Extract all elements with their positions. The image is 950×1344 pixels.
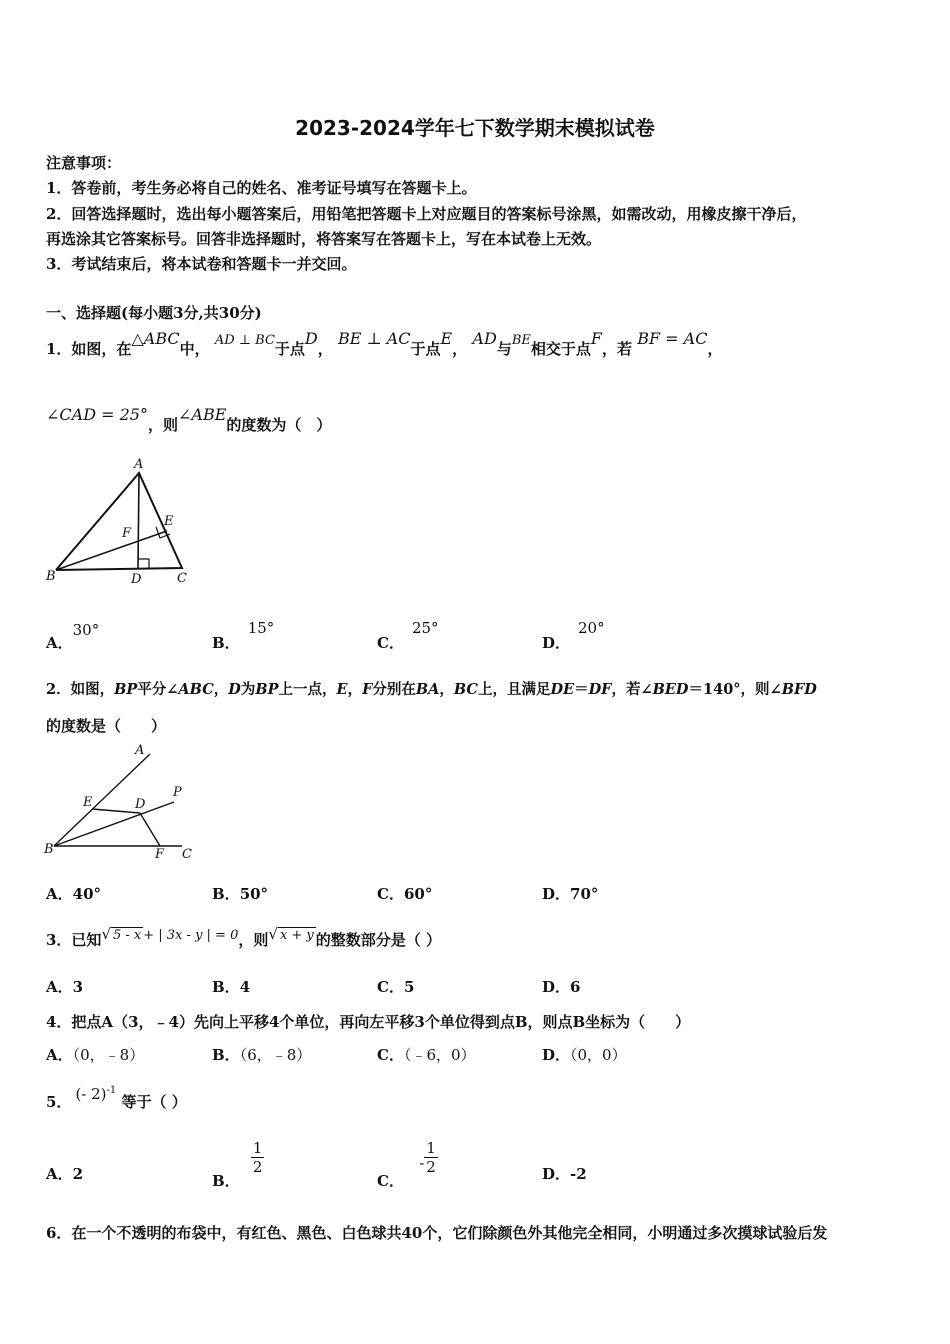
q5-option-b[interactable] — [212, 1139, 264, 1190]
q1-math: AD — [472, 329, 497, 348]
q5-base: (- 2) — [75, 1085, 107, 1103]
fig1-label-d: D — [131, 572, 142, 587]
q2-option-c[interactable] — [377, 883, 432, 904]
q2-option-b[interactable] — [212, 883, 268, 904]
q2-math: DE — [550, 681, 575, 698]
option-label: D． — [542, 634, 571, 652]
option-label: A． — [46, 885, 73, 903]
q1-math: F — [590, 329, 602, 348]
q2-math: E — [336, 681, 348, 698]
fraction-denominator: 2 — [426, 1158, 436, 1176]
q5-option-d[interactable] — [542, 1163, 587, 1184]
q2-text: 为 — [240, 681, 256, 698]
option-value: 15° — [247, 619, 275, 637]
option-label: B． — [212, 885, 240, 903]
q2-math: BED — [652, 681, 689, 698]
q1-option-d[interactable] — [542, 619, 605, 653]
q3-text: 3．已知 — [46, 931, 102, 949]
fig1-label-e: E — [164, 514, 174, 529]
option-label: B． — [212, 1171, 240, 1190]
q1-option-c[interactable] — [377, 619, 439, 653]
q2-text: ＝ — [574, 681, 589, 698]
note-item: 2．回答选择题时，选出每小题答案后，用铅笔把答题卡上对应题目的答案标号涂黑，如需改动，用橡皮擦干净后， — [46, 205, 807, 223]
fig1-label-c: C — [177, 571, 187, 586]
q1-math: △ABC — [131, 329, 180, 348]
q2-text: ， — [347, 681, 363, 698]
option-label: D． — [542, 885, 571, 903]
fig2-label-b: B — [44, 842, 54, 857]
fraction-numerator: 1 — [252, 1139, 263, 1157]
fig2-label-e: E — [83, 795, 93, 810]
question-1-line-2 — [46, 405, 332, 435]
q2-text: 平分∠ — [137, 681, 179, 698]
q2-math: F — [362, 681, 373, 698]
q2-text: ， — [213, 681, 229, 698]
fig2-label-p: P — [173, 785, 182, 800]
q4-option-b[interactable] — [212, 1044, 311, 1065]
q3-option-d[interactable] — [542, 976, 580, 997]
option-label: D． — [542, 978, 571, 996]
q2-math: BP — [255, 681, 279, 698]
option-value: （﹣6，0） — [403, 1046, 476, 1064]
option-label: C． — [377, 978, 404, 996]
fig2-label-d: D — [135, 797, 146, 812]
q2-math: BFD — [781, 681, 817, 698]
option-value: 20° — [578, 619, 605, 637]
q3-sqrt: √ x + y — [268, 925, 314, 943]
option-label: C． — [377, 634, 404, 652]
q1-text: 于点 — [274, 340, 305, 358]
notes-heading: 注意事项： — [46, 154, 122, 172]
option-value: 6 — [570, 978, 581, 996]
q3-text: ，则 — [238, 931, 269, 949]
q4-option-a[interactable] — [46, 1044, 144, 1065]
fig1-label-b: B — [46, 569, 56, 584]
q1-option-b[interactable] — [212, 619, 275, 653]
q2-text: 分别在 — [372, 681, 416, 698]
option-label: C． — [377, 885, 404, 903]
option-value: （6，﹣8） — [239, 1046, 312, 1064]
q2-option-a[interactable] — [46, 883, 101, 904]
fig2-label-f: F — [155, 847, 165, 862]
q4-option-c[interactable] — [377, 1044, 476, 1065]
q1-math: BF = AC — [637, 329, 708, 348]
q5-option-c-fraction — [424, 1139, 438, 1176]
option-label: B． — [212, 634, 240, 652]
note-item: 再选涂其它答案标号。回答非选择题时，将答案写在答题卡上，写在本试卷上无效。 — [46, 230, 602, 248]
option-value: 2 — [72, 1165, 84, 1183]
option-value: 50° — [239, 885, 269, 903]
option-value: 70° — [570, 885, 599, 903]
option-value: 30° — [72, 621, 100, 639]
q3-radicand: x + y — [279, 928, 314, 943]
question-5 — [46, 1085, 187, 1112]
q1-math: ∠CAD = 25° — [46, 405, 148, 424]
fig1-label-f: F — [122, 526, 132, 541]
q1-text: 1．如图，在 — [46, 340, 132, 358]
q4-option-d[interactable] — [542, 1044, 627, 1065]
q2-angle-figure — [42, 742, 202, 864]
option-value: （0，﹣8） — [72, 1046, 145, 1064]
q5-text: 5． — [46, 1093, 72, 1111]
q2-math: BP — [114, 681, 138, 698]
q1-text: ，若 — [601, 340, 632, 358]
q1-math: AD ⊥ BC — [214, 333, 275, 348]
q5-exponent: -1 — [106, 1085, 117, 1096]
q3-option-a[interactable] — [46, 976, 83, 997]
q2-math: DF — [588, 681, 612, 698]
q3-text: 的整数部分是（ ） — [315, 931, 442, 949]
note-item: 1．答卷前，考生务必将自己的姓名、准考证号填写在答题卡上。 — [46, 179, 477, 197]
q1-math: ∠ABE — [177, 405, 227, 424]
q1-text: 中， — [179, 340, 210, 358]
option-value: 60° — [403, 885, 433, 903]
option-value: 40° — [72, 885, 102, 903]
q5-option-c[interactable] — [377, 1139, 438, 1190]
q5-expression — [75, 1085, 116, 1103]
q2-math: BC — [453, 681, 478, 698]
question-3 — [46, 925, 442, 950]
option-label: D． — [542, 1046, 571, 1064]
q1-triangle-figure — [42, 452, 202, 592]
q1-option-a[interactable] — [46, 621, 100, 653]
exam-title: 2023-2024学年七下数学期末模拟试卷 — [295, 116, 655, 140]
option-value: 5 — [403, 978, 415, 996]
q1-text: ， — [317, 340, 333, 358]
q3-math: + | 3x - y | = 0 — [143, 928, 239, 943]
option-label: A． — [46, 1046, 73, 1064]
q1-math: D — [304, 329, 318, 348]
q1-text: 相交于点 — [530, 340, 591, 358]
q2-text: 2．如图， — [46, 681, 115, 698]
option-value: 3 — [72, 978, 84, 996]
q1-text: 于点 — [410, 340, 441, 358]
q2-math: BA — [415, 681, 440, 698]
option-label: D． — [542, 1165, 571, 1183]
q1-text: ， — [707, 340, 723, 358]
q2-text: ＝140°，则∠ — [688, 681, 782, 698]
fig2-label-c: C — [182, 847, 192, 862]
q2-math: ABC — [178, 681, 214, 698]
q1-text: ，则 — [147, 416, 178, 434]
question-2-line-2: 的度数是（ ） — [46, 717, 167, 735]
option-label: A． — [46, 1165, 73, 1183]
note-item: 3．考试结束后，将本试卷和答题卡一并交回。 — [46, 255, 357, 273]
q2-text: 上一点， — [278, 681, 337, 698]
question-4: 4．把点A（3，﹣4）先向上平移4个单位，再向左平移3个单位得到点B，则点B坐标为（ ） — [46, 1013, 691, 1031]
option-label: B． — [212, 1046, 240, 1064]
q5-text: 等于（ ） — [121, 1093, 187, 1111]
q5-option-a[interactable] — [46, 1163, 83, 1184]
fraction-numerator: 1 — [426, 1139, 436, 1157]
q1-text: 的度数为（ ） — [226, 416, 332, 434]
q2-text: ， — [439, 681, 454, 698]
option-value: （0，0） — [570, 1046, 627, 1064]
q1-math: BE ⊥ AC — [338, 329, 411, 348]
q1-math: E — [440, 329, 453, 348]
option-value: 4 — [239, 978, 251, 996]
question-6: 6．在一个不透明的布袋中，有红色、黑色、白色球共40个，它们除颜色外其他完全相同，小明通过多次摸球试验后发 — [46, 1224, 828, 1242]
q3-radicand: 5 - x — [113, 928, 142, 943]
q2-text: ，若∠ — [611, 681, 653, 698]
q2-math: D — [228, 681, 241, 698]
q2-text: 上，且满足 — [477, 681, 551, 698]
option-value: -2 — [570, 1165, 587, 1183]
q1-text: ， — [452, 340, 468, 358]
q3-option-b[interactable] — [212, 976, 250, 997]
option-value: 25° — [411, 619, 439, 637]
section-heading: 一、选择题(每小题3分,共30分) — [46, 304, 262, 322]
question-2-line-1 — [46, 678, 817, 699]
fraction-sign: - — [419, 1153, 425, 1172]
option-label: B． — [212, 978, 240, 996]
option-label: A． — [46, 634, 73, 652]
q2-option-d[interactable] — [542, 883, 598, 904]
q3-option-c[interactable] — [377, 976, 414, 997]
option-label: A． — [46, 978, 73, 996]
option-label: C． — [377, 1046, 404, 1064]
q3-expression: √ 5 - x + | 3x - y | = 0 — [101, 925, 239, 943]
fig1-label-a: A — [134, 457, 144, 472]
option-label: C． — [377, 1171, 404, 1190]
fig2-label-a: A — [135, 743, 145, 758]
q1-math: BE — [511, 333, 531, 348]
q5-option-b-fraction — [251, 1139, 265, 1176]
fraction-denominator: 2 — [252, 1158, 263, 1176]
q1-text: 与 — [496, 340, 512, 358]
question-1-line-1 — [46, 329, 723, 359]
